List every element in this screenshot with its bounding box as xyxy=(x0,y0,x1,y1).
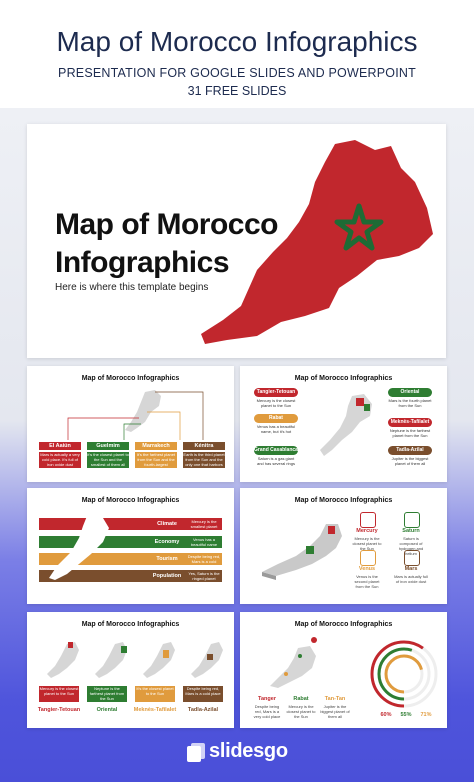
planet-label-mars: Mars xyxy=(404,566,418,572)
row-text-population: Yes, Saturn is the ringed planet xyxy=(188,571,220,581)
planet-label-mercury: Mercury xyxy=(356,528,378,534)
region-name-tangier: Tangier-Tetouan xyxy=(37,707,81,713)
region-pill-rabat: Rabat xyxy=(254,414,298,423)
city-label-el-aaiun: El Aaiún xyxy=(39,442,81,450)
page-subtitle: PRESENTATION FOR GOOGLE SLIDES AND POWERPOINT xyxy=(58,66,416,80)
page-title: Map of Morocco Infographics xyxy=(56,26,418,57)
region-box-meknes: It's the closest planet to the Sun xyxy=(135,686,175,702)
region-text-oriental: Mars is the fourth planet from the Sun xyxy=(388,398,432,408)
region-text-tadla: Jupiter is the biggest planet of them all xyxy=(391,456,429,466)
region-pill-meknes: Meknès-Tafilalet xyxy=(388,418,432,427)
thumb-title: Map of Morocco Infographics xyxy=(294,375,393,382)
city-name-tanger: Tanger xyxy=(258,696,276,702)
city-text-4: Earth is the third planet from the Sun and the only one that harbors life xyxy=(183,452,225,472)
slides-count: 31 FREE SLIDES xyxy=(187,84,287,98)
slide-thumb-planets[interactable] xyxy=(240,488,447,604)
row-label-climate: Climate xyxy=(157,521,177,527)
region-pill-tangier: Tangier-Tetouan xyxy=(254,388,298,397)
region-text-rabat: Venus has a beautiful name, but it's hot xyxy=(256,424,296,434)
main-slide-preview[interactable] xyxy=(27,124,446,358)
saturn-icon xyxy=(404,512,420,528)
main-title-line2: Infographics xyxy=(55,246,230,279)
city-desc-tanger: Despite being red, Mars is a very cold place xyxy=(253,704,281,719)
percent-label-3: 71% xyxy=(420,712,432,718)
planet-text-venus: Venus is the second planet from the Sun xyxy=(354,574,380,589)
slide-thumb-percentages[interactable] xyxy=(240,612,447,728)
region-box-tangier: Mercury is the closest planet to the Sun xyxy=(39,686,79,702)
planet-text-saturn: Saturn is composed of hydrogen and helium xyxy=(398,536,424,556)
thumb-title: Map of Morocco Infographics xyxy=(294,497,393,504)
region-pill-tadla: Tadla-Azilal xyxy=(388,446,432,455)
slide-thumb-stats[interactable] xyxy=(27,488,234,604)
region-name-oriental: Oriental xyxy=(96,707,118,713)
planet-label-venus: Venus xyxy=(358,566,376,572)
planet-text-mars: Mars is actually full of iron oxide dust xyxy=(394,574,428,584)
region-pill-oriental: Oriental xyxy=(388,388,432,397)
region-name-tadla: Tadla-Azilal xyxy=(187,707,219,713)
region-name-meknes: Meknès-Tafilalet xyxy=(133,707,177,713)
row-label-tourism: Tourism xyxy=(156,556,178,562)
brand-name: slidesgo xyxy=(209,740,288,762)
region-box-oriental: Neptune is the farthest planet from the Sun xyxy=(87,686,127,702)
row-text-tourism: Despite being red, Mars is a cold place xyxy=(187,554,221,569)
thumb-title: Map of Morocco Infographics xyxy=(81,621,180,628)
city-desc-rabat: Mercury is the closest planet to the Sun xyxy=(286,704,316,719)
region-box-tadla: Despite being red, Mars is a cold place xyxy=(183,686,223,702)
region-text-meknes: Neptune is the farthest planet from the Sun xyxy=(389,428,431,438)
planet-text-mercury: Mercury is the closest planet to the Sun xyxy=(352,536,382,551)
slide-thumb-regions[interactable] xyxy=(240,366,447,482)
city-text-3: It's the farthest planet from the Sun and the fourth-largest xyxy=(136,452,176,467)
row-text-economy: Venus has a beautiful name xyxy=(190,537,218,547)
city-text-2: It's the closest planet to the Sun and the smallest of them all xyxy=(87,452,129,467)
city-name-tantan: Tan-Tan xyxy=(324,696,346,702)
city-text-1: Mars is actually a very cold place. It's full of iron oxide dust xyxy=(40,452,80,467)
region-pill-casablanca: Grand Casablanca xyxy=(254,447,298,453)
percentage-arcs-chart xyxy=(368,636,440,712)
city-label-guelmim: Guelmim xyxy=(87,442,129,450)
row-label-economy: Economy xyxy=(154,539,180,545)
thumb-title: Map of Morocco Infographics xyxy=(81,375,180,382)
row-text-climate: Mercury is the smallest planet xyxy=(190,519,218,529)
percent-label-1: 60% xyxy=(380,712,392,718)
thumb-title: Map of Morocco Infographics xyxy=(294,621,393,628)
slidesgo-logo-icon xyxy=(186,742,206,764)
region-text-tangier: Mercury is the closest planet to the Sun xyxy=(256,398,296,408)
region-text-casablanca: Saturn is a gas giant and has several rings xyxy=(256,456,296,466)
slide-thumb-four-maps[interactable] xyxy=(27,612,234,728)
thumb-title: Map of Morocco Infographics xyxy=(81,497,180,504)
city-desc-tantan: Jupiter is the biggest planet of them all xyxy=(320,704,350,719)
slide-thumb-cities[interactable] xyxy=(27,366,234,482)
morocco-flag-map xyxy=(187,138,437,348)
pin-icon xyxy=(311,637,317,643)
city-label-kenitra: Kénitra xyxy=(183,442,225,450)
row-label-population: Population xyxy=(152,573,182,579)
city-name-rabat: Rabat xyxy=(293,696,309,702)
mercury-icon xyxy=(360,512,376,528)
main-title-line1: Map of Morocco xyxy=(55,208,278,241)
percent-label-2: 55% xyxy=(400,712,412,718)
city-label-marrakech: Marrakech xyxy=(135,442,177,450)
venus-icon xyxy=(360,550,376,566)
page-header xyxy=(0,0,474,108)
planet-label-saturn: Saturn xyxy=(402,528,420,534)
main-slide-subtitle: Here is where this template begins xyxy=(55,282,209,293)
